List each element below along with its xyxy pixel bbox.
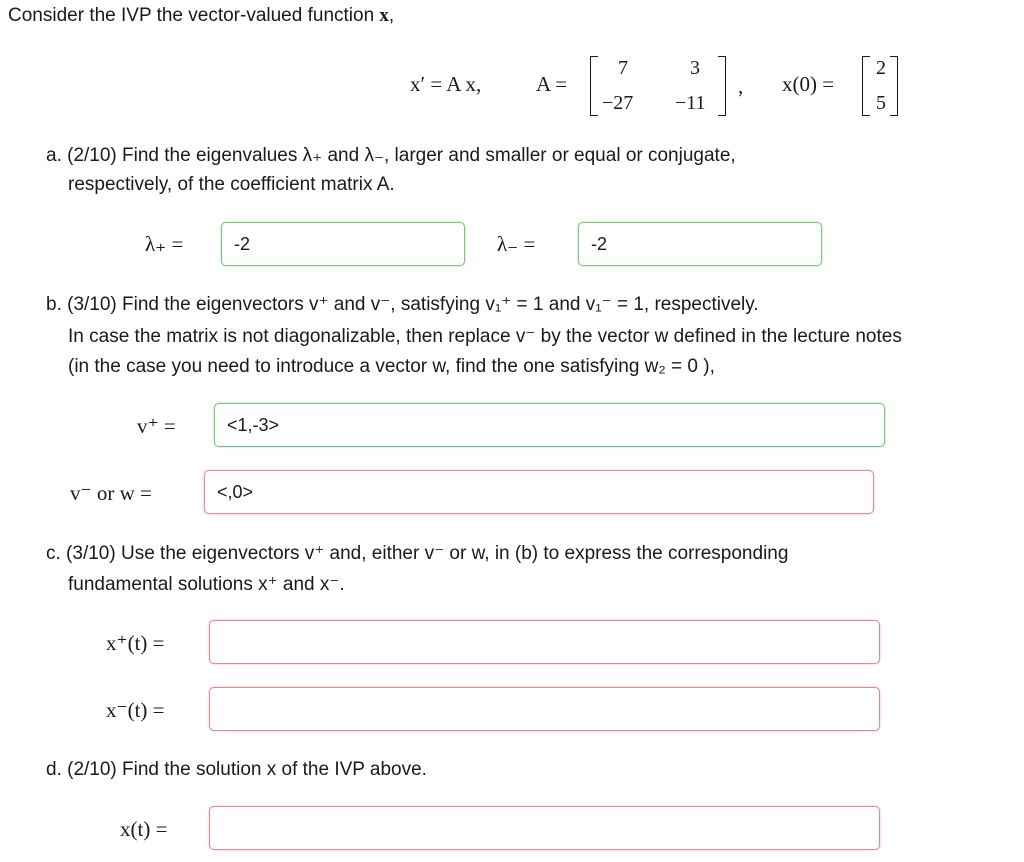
intro-vector: x <box>379 5 389 26</box>
matrix-a-11: 7 <box>618 57 628 79</box>
x-minus-input[interactable] <box>209 687 880 731</box>
matrix-a-right-bracket <box>718 56 726 116</box>
matrix-a-22: −11 <box>675 92 706 114</box>
v-minus-or-w-input[interactable] <box>204 470 874 514</box>
x-plus-label: x⁺(t) = <box>106 631 165 655</box>
init-2: 5 <box>876 92 886 114</box>
x-minus-label: x⁻(t) = <box>106 698 165 722</box>
x-solution-label: x(t) = <box>120 817 168 841</box>
init-left-bracket <box>862 56 870 116</box>
matrix-a-12: 3 <box>690 57 700 79</box>
lambda-plus-input[interactable] <box>221 222 465 266</box>
matrix-a-label: A = <box>536 72 568 96</box>
intro-end: , <box>388 5 395 26</box>
part-b-line2: In case the matrix is not diagonalizable, then replace v⁻ by the vector w defined in the lecture notes <box>68 326 902 347</box>
intro-text: Consider the IVP the vector-valued function <box>8 5 375 26</box>
matrix-a-21: −27 <box>602 92 634 114</box>
v-plus-label: v⁺ = <box>137 414 176 438</box>
init-1: 2 <box>876 57 886 79</box>
v-minus-or-w-label: v⁻ or w = <box>70 481 152 505</box>
part-c-line1: c. (3/10) Use the eigenvectors v⁺ and, either v⁻ or w, in (b) to express the corresponding <box>46 543 789 564</box>
part-b-line1: b. (3/10) Find the eigenvectors v⁺ and v⁻, satisfying v₁⁺ = 1 and v₁⁻ = 1, respectively. <box>46 294 759 315</box>
x-plus-input[interactable] <box>209 620 880 664</box>
part-d-line1: d. (2/10) Find the solution x of the IVP above. <box>46 759 427 780</box>
initial-condition-label: x(0) = <box>782 72 835 96</box>
lambda-plus-label: λ₊ = <box>145 232 184 256</box>
part-c-line2: fundamental solutions x⁺ and x⁻. <box>68 574 345 595</box>
part-a-line1: a. (2/10) Find the eigenvalues λ₊ and λ₋, larger and smaller or equal or conjugate, <box>46 145 736 166</box>
part-a-line2: respectively, of the coefficient matrix A. <box>68 174 395 195</box>
ivp-equation: x′ = A x, <box>410 72 482 96</box>
lambda-minus-label: λ₋ = <box>497 232 536 256</box>
v-plus-input[interactable] <box>214 403 885 447</box>
intro-line <box>8 5 394 27</box>
x-solution-input[interactable] <box>209 806 880 850</box>
ivp-comma: , <box>738 74 744 98</box>
lambda-minus-input[interactable] <box>578 222 822 266</box>
matrix-a-left-bracket <box>590 56 598 116</box>
part-b-line3: (in the case you need to introduce a vector w, find the one satisfying w₂ = 0 ), <box>68 356 715 377</box>
init-right-bracket <box>890 56 898 116</box>
